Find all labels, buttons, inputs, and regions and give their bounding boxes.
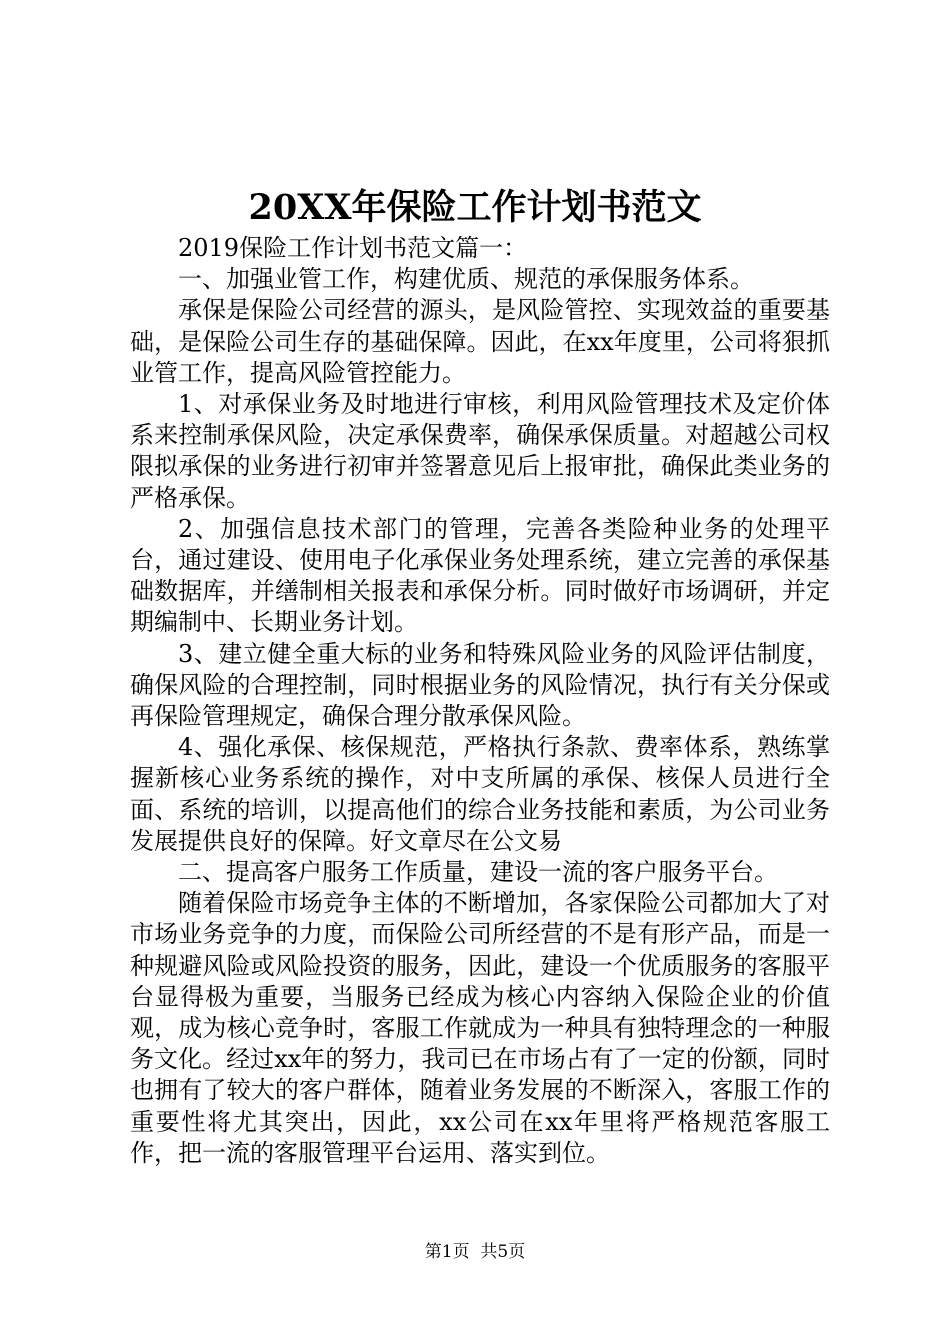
- document-title: 20XX年保险工作计划书范文: [248, 187, 702, 228]
- paragraph-item-1: 1、对承保业务及时地进行审核，利用风险管理技术及定价体系来控制承保风险，决定承保费率，确保承保质量。对超越公司权限拟承保的业务进行初审并签署意见后上报审批，确保此类业务的严格承保。: [130, 390, 830, 512]
- paragraph-item-2: 2、加强信息技术部门的管理，完善各类险种业务的处理平台，通过建设、使用电子化承保业务处理系统，建立完善的承保基础数据库，并缮制相关报表和承保分析。同时做好市场调研，并定期编制中、长期业务计划。: [130, 514, 830, 637]
- paragraph-item-3: 3、建立健全重大标的业务和特殊风险业务的风险评估制度，确保风险的合理控制，同时根据业务的风险情况，执行有关分保或再保险管理规定，确保合理分散承保风险。: [130, 639, 830, 731]
- document-body: [130, 233, 830, 1169]
- page-number: 第1页 共5页: [424, 1242, 526, 1262]
- paragraph-underwriting-intro: 承保是保险公司经营的源头，是风险管控、实现效益的重要基础，是保险公司生存的基础保障。因此，在xx年度里，公司将狠抓业管工作，提高风险管控能力。: [130, 296, 830, 387]
- paragraph-customer-service: 随着保险市场竞争主体的不断增加，各家保险公司都加大了对市场业务竞争的力度，而保险公司所经营的不是有形产品，而是一种规避风险或风险投资的服务，因此，建设一个优质服务的客服平台显得极为重要，当服务已经成为核心内容纳入保险企业的价值观，成为核心竞争时，客服工作就成为一种具有独特理念的一种服务文化。经过xx年的努力，我司已在市场占有了一定的份额，同时也拥有了较大的客户群体，随着业务发展的不断深入，客服工作的重要性将尤其突出，因此，xx公司在xx年里将严格规范客服工作，把一流的客服管理平台运用、落实到位。: [130, 889, 830, 1167]
- paragraph-subheading: 2019保险工作计划书范文篇一：: [178, 234, 528, 262]
- paragraph-section-two-heading: 二、提高客户服务工作质量，建设一流的客户服务平台。: [178, 858, 778, 887]
- paragraph-section-one-heading: 一、加强业管工作，构建优质、规范的承保服务体系。: [178, 265, 754, 294]
- page-footer: [0, 1241, 950, 1263]
- paragraph-item-4: 4、强化承保、核保规范，严格执行条款、费率体系，熟练掌握新核心业务系统的操作，对中支所属的承保、核保人员进行全面、系统的培训，以提高他们的综合业务技能和素质，为公司业务发展提供良好的保障。好文章尽在公文易: [130, 733, 830, 855]
